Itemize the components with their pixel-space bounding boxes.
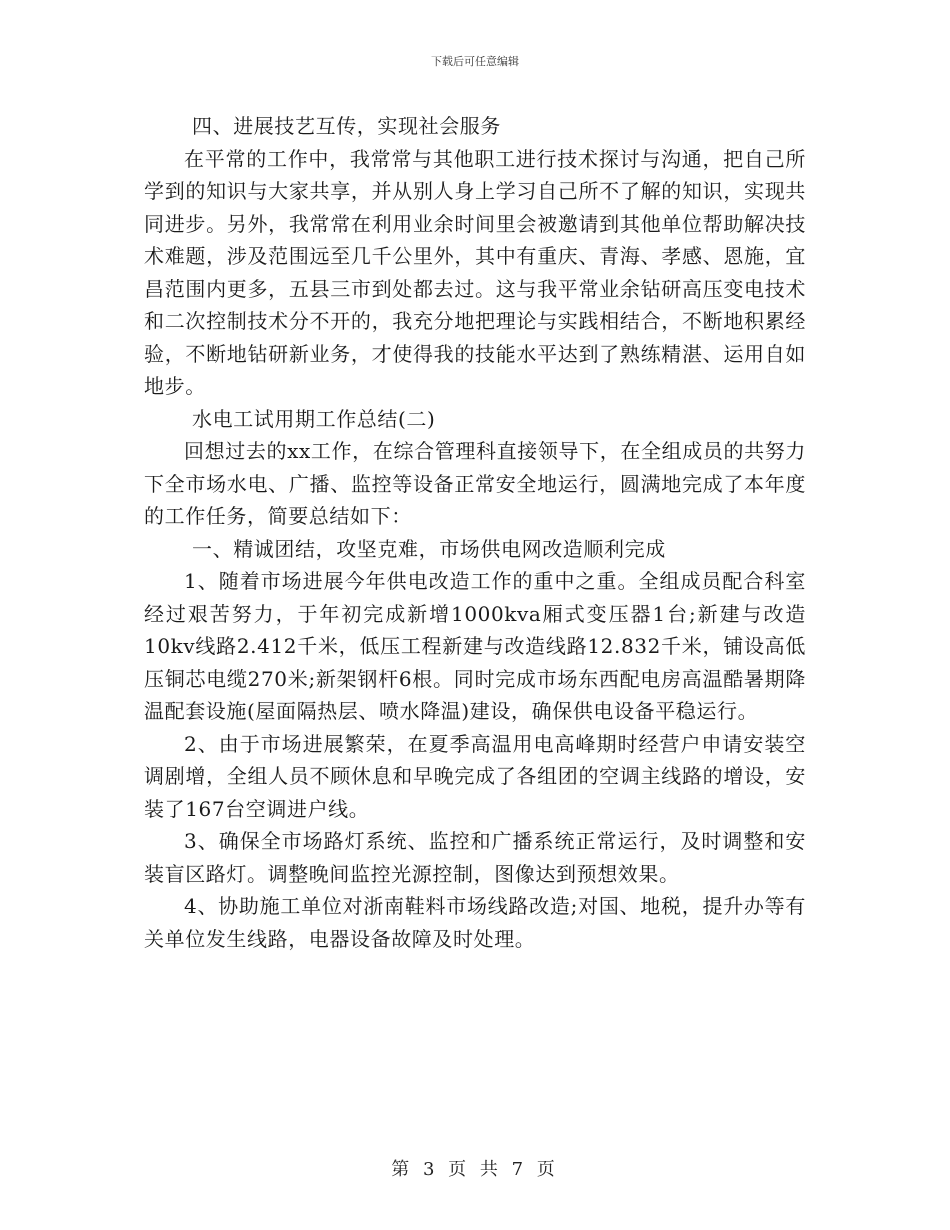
page-number-footer: 第 3 页 共 7 页 [391,1159,559,1180]
document-subtitle: 水电工试用期工作总结(二) [192,406,436,431]
list-item-2: 2、由于市场进展繁荣，在夏季高温用电高峰期时经营户申请安装空调剧增，全组人员不顾休息和早晚完成了各组团的空调主线路的增设，安装了167台空调进户线。 [144,731,806,821]
document-body [144,110,806,955]
section-heading-1: 一、精诚团结，攻坚克难，市场供电网改造顺利完成 [192,536,666,561]
list-item-4: 4、协助施工单位对浙南鞋料市场线路改造;对国、地税，提升办等有关单位发生线路，电器设备故障及时处理。 [144,894,806,951]
paragraph-intro: 回想过去的xx工作，在综合管理科直接领导下，在全组成员的共努力下全市场水电、广播、监控等设备正常安全地运行，圆满地完成了本年度的工作任务，简要总结如下： [144,439,806,528]
page-header-note: 下载后可任意编辑 [431,55,519,68]
list-item-1: 1、随着市场进展今年供电改造工作的重中之重。全组成员配合科室经过艰苦努力，于年初完成新增1000kva厢式变压器1台;新建与改造10kv线路2.412千米，低压工程新建与改造线路12.832千米，铺设高低压铜芯电缆270米;新架钢杆6根。同时完成市场东西配电房高温酷暑期降温配套设施(屋面隔热层、喷水降温)建设，确保供电设备平稳运行。 [144,569,806,723]
list-item-3: 3、确保全市场路灯系统、监控和广播系统正常运行，及时调整和安装盲区路灯。调整晚间监控光源控制，图像达到预想效果。 [144,829,806,886]
section-heading-4: 四、进展技艺互传，实现社会服务 [192,114,501,138]
paragraph-tech-exchange: 在平常的工作中，我常常与其他职工进行技术探讨与沟通，把自己所学到的知识与大家共享，并从别人身上学习自己所不了解的知识，实现共同进步。另外，我常常在利用业余时间里会被邀请到其他单位帮助解决技术难题，涉及范围远至几千公里外，其中有重庆、青海、孝感、恩施，宜昌范围内更多，五县三市到处都去过。这与我平常业余钻研高压变电技术和二次控制技术分不开的，我充分地把理论与实践相结合，不断地积累经验，不断地钻研新业务，才使得我的技能水平达到了熟练精湛、运用自如地步。 [144,146,806,398]
